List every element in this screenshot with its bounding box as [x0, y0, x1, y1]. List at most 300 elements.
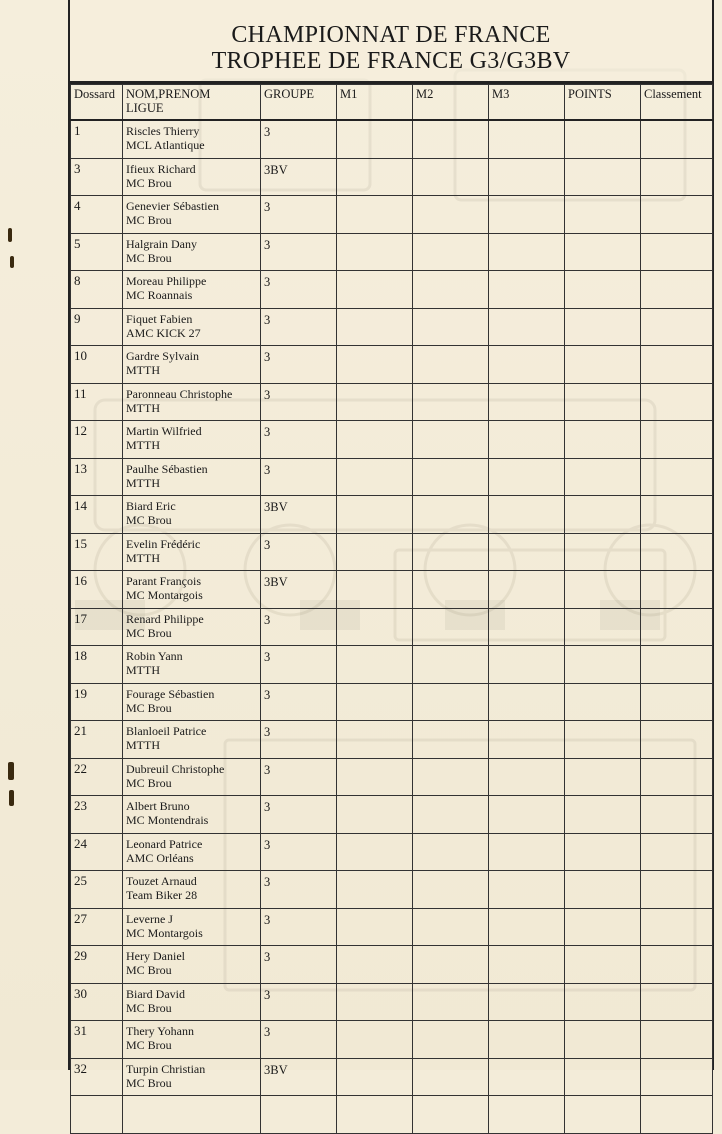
cell-ligue: MC Roannais	[126, 288, 193, 302]
cell-classement	[641, 758, 713, 796]
document-header	[70, 0, 712, 84]
cell-nom: Halgrain Dany	[126, 236, 197, 251]
cell-ligue: MTTH	[126, 400, 160, 415]
cell-points	[565, 496, 641, 534]
cell-m3	[489, 120, 565, 158]
cell-m1	[337, 346, 413, 384]
cell-dossard: 5	[71, 233, 123, 271]
binding-mark	[8, 228, 12, 242]
cell-ligue: MC Montargois	[126, 925, 203, 940]
cell-classement	[641, 646, 713, 684]
cell-nom: Biard Eric	[126, 499, 176, 513]
cell-groupe: 3	[261, 458, 337, 496]
cell-nom: Hery Daniel	[126, 949, 185, 963]
cell-ligue: MC Brou	[126, 963, 172, 977]
cell-m1	[337, 1021, 413, 1059]
cell-nom: Parant François	[126, 574, 201, 588]
cell-m2	[413, 646, 489, 684]
cell-m1	[337, 233, 413, 271]
binding-mark	[9, 790, 14, 806]
cell-points	[565, 571, 641, 609]
header-nom-ligue	[123, 85, 261, 121]
cell-nom-ligue	[123, 1021, 261, 1059]
cell-m1	[337, 833, 413, 871]
cell-nom: Moreau Philippe	[126, 274, 207, 288]
cell-m3	[489, 908, 565, 946]
cell-nom: Paulhe Sébastien	[126, 461, 208, 476]
cell-nom-ligue	[123, 233, 261, 271]
cell-groupe: 3	[261, 721, 337, 759]
cell-dossard: 1	[71, 120, 123, 158]
cell-points	[565, 458, 641, 496]
cell-nom: Biard David	[126, 986, 185, 1001]
cell-nom: Genevier Sébastien	[126, 199, 219, 213]
cell-nom-ligue	[123, 458, 261, 496]
header-m3: M3	[489, 85, 565, 121]
cell-m2	[413, 983, 489, 1021]
table-row	[71, 421, 713, 459]
table-row	[71, 196, 713, 234]
cell-m2	[413, 796, 489, 834]
cell-ligue: MC Brou	[126, 625, 172, 640]
cell-groupe: 3	[261, 1021, 337, 1059]
cell-nom: Robin Yann	[126, 649, 183, 663]
cell-points	[565, 533, 641, 571]
cell-dossard: 3	[71, 158, 123, 196]
cell-dossard: 18	[71, 646, 123, 684]
header-ligue: LIGUE	[126, 101, 164, 115]
cell-m2	[413, 721, 489, 759]
table-row	[71, 796, 713, 834]
cell-points	[565, 1096, 641, 1134]
title-line-2: TROPHEE DE FRANCE G3/G3BV	[211, 48, 571, 74]
cell-m3	[489, 233, 565, 271]
cell-nom-ligue	[123, 646, 261, 684]
cell-groupe: 3BV	[261, 496, 337, 534]
table-row	[71, 383, 713, 421]
cell-m3	[489, 571, 565, 609]
cell-m2	[413, 271, 489, 309]
cell-classement	[641, 683, 713, 721]
cell-classement	[641, 608, 713, 646]
cell-points	[565, 158, 641, 196]
cell-m1	[337, 421, 413, 459]
cell-m2	[413, 308, 489, 346]
cell-ligue: MTTH	[126, 550, 160, 565]
cell-ligue: MC Brou	[126, 1000, 172, 1015]
cell-m2	[413, 533, 489, 571]
cell-ligue: MC Montargois	[126, 588, 203, 602]
cell-dossard: 24	[71, 833, 123, 871]
table-row	[71, 871, 713, 909]
cell-m3	[489, 1058, 565, 1096]
cell-points	[565, 421, 641, 459]
cell-nom: Fourage Sébastien	[126, 686, 215, 701]
cell-classement	[641, 120, 713, 158]
cell-ligue: MC Brou	[126, 513, 172, 527]
cell-ligue: MC Brou	[126, 700, 172, 715]
cell-nom: Thery Yohann	[126, 1024, 194, 1038]
cell-nom-ligue	[123, 158, 261, 196]
cell-m3	[489, 721, 565, 759]
table-row	[71, 158, 713, 196]
cell-nom: Fiquet Fabien	[126, 311, 193, 326]
cell-m1	[337, 946, 413, 984]
cell-m1	[337, 871, 413, 909]
cell-nom: Dubreuil Christophe	[126, 761, 225, 776]
cell-m2	[413, 233, 489, 271]
cell-classement	[641, 346, 713, 384]
cell-classement	[641, 721, 713, 759]
cell-ligue: MTTH	[126, 363, 160, 377]
cell-points	[565, 833, 641, 871]
cell-nom: Albert Bruno	[126, 799, 190, 813]
cell-groupe: 3	[261, 196, 337, 234]
cell-nom-ligue	[123, 683, 261, 721]
cell-m3	[489, 533, 565, 571]
cell-groupe: 3	[261, 346, 337, 384]
cell-points	[565, 871, 641, 909]
cell-m3	[489, 608, 565, 646]
table-row	[71, 233, 713, 271]
table-row	[71, 458, 713, 496]
table-row	[71, 1021, 713, 1059]
cell-m2	[413, 496, 489, 534]
cell-classement	[641, 533, 713, 571]
cell-classement	[641, 158, 713, 196]
cell-nom-ligue	[123, 120, 261, 158]
cell-nom-ligue	[123, 721, 261, 759]
cell-points	[565, 383, 641, 421]
table-row	[71, 1096, 713, 1134]
cell-dossard: 17	[71, 608, 123, 646]
cell-m3	[489, 458, 565, 496]
cell-nom-ligue	[123, 346, 261, 384]
cell-points	[565, 983, 641, 1021]
cell-m3	[489, 308, 565, 346]
cell-classement	[641, 496, 713, 534]
cell-dossard: 8	[71, 271, 123, 309]
cell-classement	[641, 571, 713, 609]
cell-ligue: MTTH	[126, 663, 160, 677]
cell-nom-ligue	[123, 796, 261, 834]
header-m1: M1	[337, 85, 413, 121]
cell-classement	[641, 1058, 713, 1096]
cell-m1	[337, 120, 413, 158]
cell-ligue: MTTH	[126, 738, 160, 752]
cell-nom: Renard Philippe	[126, 611, 204, 626]
cell-m3	[489, 421, 565, 459]
cell-ligue: AMC Orléans	[126, 850, 194, 865]
cell-m1	[337, 458, 413, 496]
cell-m3	[489, 758, 565, 796]
cell-m2	[413, 421, 489, 459]
cell-m2	[413, 383, 489, 421]
cell-groupe: 3	[261, 120, 337, 158]
cell-nom-ligue	[123, 196, 261, 234]
table-row	[71, 1058, 713, 1096]
cell-nom: Gardre Sylvain	[126, 349, 199, 363]
cell-dossard: 32	[71, 1058, 123, 1096]
cell-classement	[641, 796, 713, 834]
cell-nom: Leverne J	[126, 911, 173, 926]
cell-classement	[641, 271, 713, 309]
cell-points	[565, 308, 641, 346]
cell-nom-ligue	[123, 946, 261, 984]
cell-m3	[489, 646, 565, 684]
table-row	[71, 120, 713, 158]
cell-nom-ligue	[123, 271, 261, 309]
cell-m2	[413, 683, 489, 721]
header-m2: M2	[413, 85, 489, 121]
cell-m1	[337, 758, 413, 796]
cell-groupe: 3	[261, 383, 337, 421]
cell-m2	[413, 458, 489, 496]
cell-points	[565, 1021, 641, 1059]
cell-groupe: 3BV	[261, 1058, 337, 1096]
cell-m3	[489, 271, 565, 309]
cell-m2	[413, 120, 489, 158]
table-row	[71, 646, 713, 684]
cell-ligue: MC Brou	[126, 175, 172, 190]
cell-dossard: 25	[71, 871, 123, 909]
cell-groupe: 3	[261, 908, 337, 946]
cell-dossard: 11	[71, 383, 123, 421]
cell-groupe: 3	[261, 271, 337, 309]
cell-points	[565, 908, 641, 946]
cell-nom-ligue	[123, 533, 261, 571]
cell-ligue: MC Montendrais	[126, 813, 209, 827]
cell-m1	[337, 721, 413, 759]
cell-m1	[337, 496, 413, 534]
cell-m1	[337, 383, 413, 421]
cell-classement	[641, 308, 713, 346]
cell-m2	[413, 1058, 489, 1096]
cell-groupe: 3	[261, 646, 337, 684]
cell-classement	[641, 983, 713, 1021]
cell-dossard: 14	[71, 496, 123, 534]
cell-nom-ligue	[123, 308, 261, 346]
cell-groupe: 3	[261, 833, 337, 871]
cell-m3	[489, 1096, 565, 1134]
cell-groupe: 3	[261, 421, 337, 459]
cell-m3	[489, 196, 565, 234]
cell-m2	[413, 1021, 489, 1059]
cell-groupe: 3	[261, 533, 337, 571]
cell-dossard: 4	[71, 196, 123, 234]
cell-m2	[413, 158, 489, 196]
cell-dossard: 9	[71, 308, 123, 346]
table-row	[71, 983, 713, 1021]
cell-m2	[413, 758, 489, 796]
cell-dossard: 23	[71, 796, 123, 834]
cell-nom: Touzet Arnaud	[126, 874, 197, 888]
cell-ligue: MTTH	[126, 438, 160, 452]
cell-points	[565, 233, 641, 271]
cell-groupe: 3	[261, 683, 337, 721]
header-dossard: Dossard	[71, 85, 123, 121]
header-points: POINTS	[565, 85, 641, 121]
cell-classement	[641, 833, 713, 871]
cell-nom-ligue	[123, 383, 261, 421]
cell-classement	[641, 383, 713, 421]
cell-m1	[337, 646, 413, 684]
header-groupe: GROUPE	[261, 85, 337, 121]
cell-points	[565, 796, 641, 834]
cell-dossard: 30	[71, 983, 123, 1021]
cell-dossard	[71, 1096, 123, 1134]
cell-nom-ligue	[123, 496, 261, 534]
cell-classement	[641, 946, 713, 984]
cell-m3	[489, 946, 565, 984]
cell-m1	[337, 796, 413, 834]
cell-classement	[641, 1096, 713, 1134]
cell-points	[565, 721, 641, 759]
cell-m2	[413, 196, 489, 234]
cell-points	[565, 196, 641, 234]
table-header-row	[71, 85, 713, 121]
cell-points	[565, 271, 641, 309]
cell-m3	[489, 796, 565, 834]
cell-dossard: 31	[71, 1021, 123, 1059]
cell-groupe	[261, 1096, 337, 1134]
cell-m3	[489, 871, 565, 909]
cell-m3	[489, 158, 565, 196]
cell-nom-ligue	[123, 1058, 261, 1096]
cell-nom: Evelin Frédéric	[126, 536, 201, 551]
cell-ligue: MC Brou	[126, 1075, 172, 1090]
cell-m2	[413, 608, 489, 646]
header-nom: NOM,PRENOM	[126, 87, 211, 101]
cell-ligue: Team Biker 28	[126, 888, 198, 902]
cell-nom-ligue	[123, 908, 261, 946]
cell-m2	[413, 346, 489, 384]
cell-m1	[337, 1058, 413, 1096]
cell-m1	[337, 1096, 413, 1134]
table-row	[71, 833, 713, 871]
cell-classement	[641, 233, 713, 271]
cell-nom-ligue	[123, 571, 261, 609]
cell-m3	[489, 383, 565, 421]
cell-m2	[413, 946, 489, 984]
cell-m1	[337, 158, 413, 196]
cell-ligue: MC Brou	[126, 1038, 172, 1052]
cell-m1	[337, 683, 413, 721]
cell-groupe: 3BV	[261, 158, 337, 196]
cell-m2	[413, 1096, 489, 1134]
cell-dossard: 13	[71, 458, 123, 496]
cell-points	[565, 346, 641, 384]
cell-classement	[641, 421, 713, 459]
cell-nom-ligue	[123, 833, 261, 871]
cell-classement	[641, 458, 713, 496]
cell-m3	[489, 1021, 565, 1059]
cell-classement	[641, 908, 713, 946]
document-frame	[68, 0, 714, 1090]
table-row	[71, 271, 713, 309]
cell-groupe: 3	[261, 758, 337, 796]
cell-dossard: 22	[71, 758, 123, 796]
cell-m1	[337, 271, 413, 309]
cell-m1	[337, 308, 413, 346]
cell-points	[565, 646, 641, 684]
table-row	[71, 721, 713, 759]
cell-nom: Ifieux Richard	[126, 161, 196, 176]
cell-groupe: 3BV	[261, 571, 337, 609]
cell-dossard: 27	[71, 908, 123, 946]
table-row	[71, 946, 713, 984]
table-row	[71, 683, 713, 721]
cell-m2	[413, 908, 489, 946]
cell-groupe: 3	[261, 233, 337, 271]
table-row	[71, 758, 713, 796]
cell-dossard: 15	[71, 533, 123, 571]
cell-ligue: MCL Atlantique	[126, 138, 205, 152]
cell-dossard: 12	[71, 421, 123, 459]
results-table	[70, 84, 713, 1134]
header-classement: Classement	[641, 85, 713, 121]
cell-m3	[489, 346, 565, 384]
cell-nom: Riscles Thierry	[126, 124, 200, 138]
table-body	[71, 120, 713, 1133]
cell-m2	[413, 871, 489, 909]
cell-points	[565, 946, 641, 984]
cell-groupe: 3	[261, 871, 337, 909]
cell-points	[565, 120, 641, 158]
binding-mark	[8, 762, 14, 780]
cell-dossard: 10	[71, 346, 123, 384]
cell-groupe: 3	[261, 796, 337, 834]
cell-ligue: MC Brou	[126, 250, 172, 265]
cell-nom-ligue	[123, 871, 261, 909]
cell-m1	[337, 983, 413, 1021]
table-row	[71, 496, 713, 534]
cell-groupe: 3	[261, 608, 337, 646]
cell-m1	[337, 608, 413, 646]
cell-ligue: AMC KICK 27	[126, 325, 201, 340]
cell-m2	[413, 833, 489, 871]
cell-m1	[337, 533, 413, 571]
cell-m3	[489, 683, 565, 721]
cell-dossard: 21	[71, 721, 123, 759]
cell-groupe: 3	[261, 946, 337, 984]
binding-mark	[10, 256, 14, 268]
cell-nom: Blanloeil Patrice	[126, 724, 207, 738]
cell-nom-ligue	[123, 421, 261, 459]
cell-m2	[413, 571, 489, 609]
cell-groupe: 3	[261, 983, 337, 1021]
cell-points	[565, 683, 641, 721]
cell-nom: Turpin Christian	[126, 1061, 206, 1076]
table-row	[71, 346, 713, 384]
cell-classement	[641, 196, 713, 234]
cell-ligue: MC Brou	[126, 213, 172, 227]
cell-nom-ligue	[123, 758, 261, 796]
cell-m1	[337, 196, 413, 234]
cell-points	[565, 1058, 641, 1096]
cell-points	[565, 608, 641, 646]
cell-nom: Martin Wilfried	[126, 424, 202, 438]
cell-classement	[641, 871, 713, 909]
cell-ligue: MTTH	[126, 475, 160, 490]
cell-dossard: 29	[71, 946, 123, 984]
cell-nom-ligue	[123, 1096, 261, 1134]
cell-m1	[337, 908, 413, 946]
table-row	[71, 308, 713, 346]
cell-m1	[337, 571, 413, 609]
cell-nom: Leonard Patrice	[126, 836, 203, 851]
cell-ligue: MC Brou	[126, 775, 172, 790]
